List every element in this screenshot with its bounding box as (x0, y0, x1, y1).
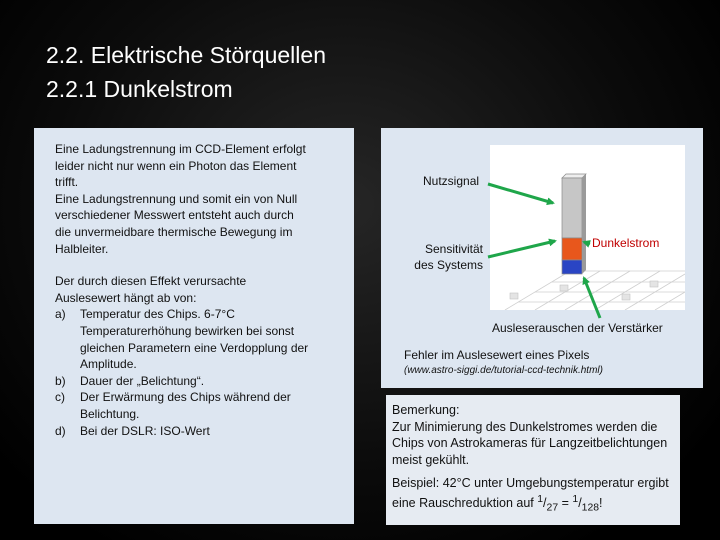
list-item (55, 423, 345, 440)
readout-noise-segment (562, 260, 582, 274)
list-marker: a) (55, 307, 66, 322)
equals-sign: = (561, 495, 569, 510)
list-item-text: Dauer der „Belichtung“. (80, 373, 205, 388)
para1-line: verschiedener Messwert entsteht auch durch (55, 208, 294, 223)
note-line: Chips von Astrokameras für Langzeitbelichtungen (392, 436, 668, 450)
diagram-source: (www.astro-siggi.de/tutorial-ccd-technik.html) (404, 365, 603, 376)
para1-line: trifft. (55, 175, 79, 190)
list-item-text: Belichtung. (80, 406, 140, 421)
slide-title (46, 38, 326, 106)
fraction-2-numerator: 1 (572, 493, 579, 505)
para1-line: die unvermeidbare thermische Bewegung im (55, 224, 293, 239)
diagram-caption: Fehler im Auslesewert eines Pixels (404, 348, 590, 362)
fraction-1-numerator: 1 (537, 493, 544, 505)
list-item (55, 306, 345, 372)
perspective-grid (505, 271, 685, 310)
list-marker: d) (55, 423, 66, 438)
para1-line: Halbleiter. (55, 241, 109, 256)
list-item-text: Temperatur des Chips. 6-7°C (80, 307, 235, 322)
list-marker: c) (55, 390, 65, 405)
list-item-text: Bei der DSLR: ISO-Wert (80, 423, 210, 438)
para2-line: Auslesewert hängt ab von: (55, 290, 197, 305)
list-item-text: Temperaturerhöhung bewirken bei sonst (80, 323, 295, 338)
para1-line: Eine Ladungstrennung im CCD-Element erfolgt (55, 142, 306, 156)
exclamation-mark: ! (599, 495, 603, 510)
note-example-line: Beispiel: 42°C unter Umgebungstemperatur ergibt (392, 476, 669, 490)
para1-line: leider nicht nur wenn ein Photon das Element (55, 158, 297, 173)
list-item (55, 389, 345, 422)
factor-list (55, 306, 345, 439)
left-text-content (55, 141, 345, 439)
note-content (392, 402, 682, 517)
list-item-text: Amplitude. (80, 357, 137, 372)
list-item-text: Der Erwärmung des Chips während der (80, 390, 291, 405)
fraction-1-denominator: 27 (546, 502, 559, 514)
signal-segment (562, 178, 582, 238)
note-heading: Bemerkung (392, 403, 456, 417)
title-line-1: 2.2. Elektrische Störquellen (46, 42, 326, 68)
fraction-2-denominator: 128 (581, 502, 600, 514)
reduction-text: eine Rauschreduktion auf (392, 495, 534, 510)
pixel-column (562, 174, 586, 274)
label-ausleserauschen: Ausleserauschen der Verstärker (492, 321, 663, 335)
note-line: Zur Minimierung des Dunkelstromes werden die (392, 419, 658, 434)
para2-line: Der durch diesen Effekt verursachte (55, 274, 247, 289)
pixel-grid-illustration (490, 145, 685, 310)
list-item (55, 373, 345, 390)
pixel-diagram (490, 145, 685, 310)
label-dunkelstrom: Dunkelstrom (592, 236, 660, 250)
note-example-line-2: eine Rauschreduktion auf $^1/_{27} = ^1/_{128}$! (392, 493, 603, 514)
label-sensitivity-2: des Systems (414, 258, 483, 272)
title-line-2: 2.2.1 Dunkelstrom (46, 76, 233, 102)
note-heading-line: Bemerkung: (392, 403, 460, 417)
list-marker: b) (55, 373, 66, 388)
list-item-text: gleichen Parametern eine Verdopplung der (80, 340, 309, 355)
note-line: meist gekühlt. (392, 452, 470, 467)
label-sensitivity-1: Sensitivität (424, 242, 483, 256)
para1-line: Eine Ladungstrennung und somit ein von Null (55, 191, 298, 206)
dark-current-segment (562, 238, 582, 260)
label-nutzsignal: Nutzsignal (423, 174, 480, 188)
